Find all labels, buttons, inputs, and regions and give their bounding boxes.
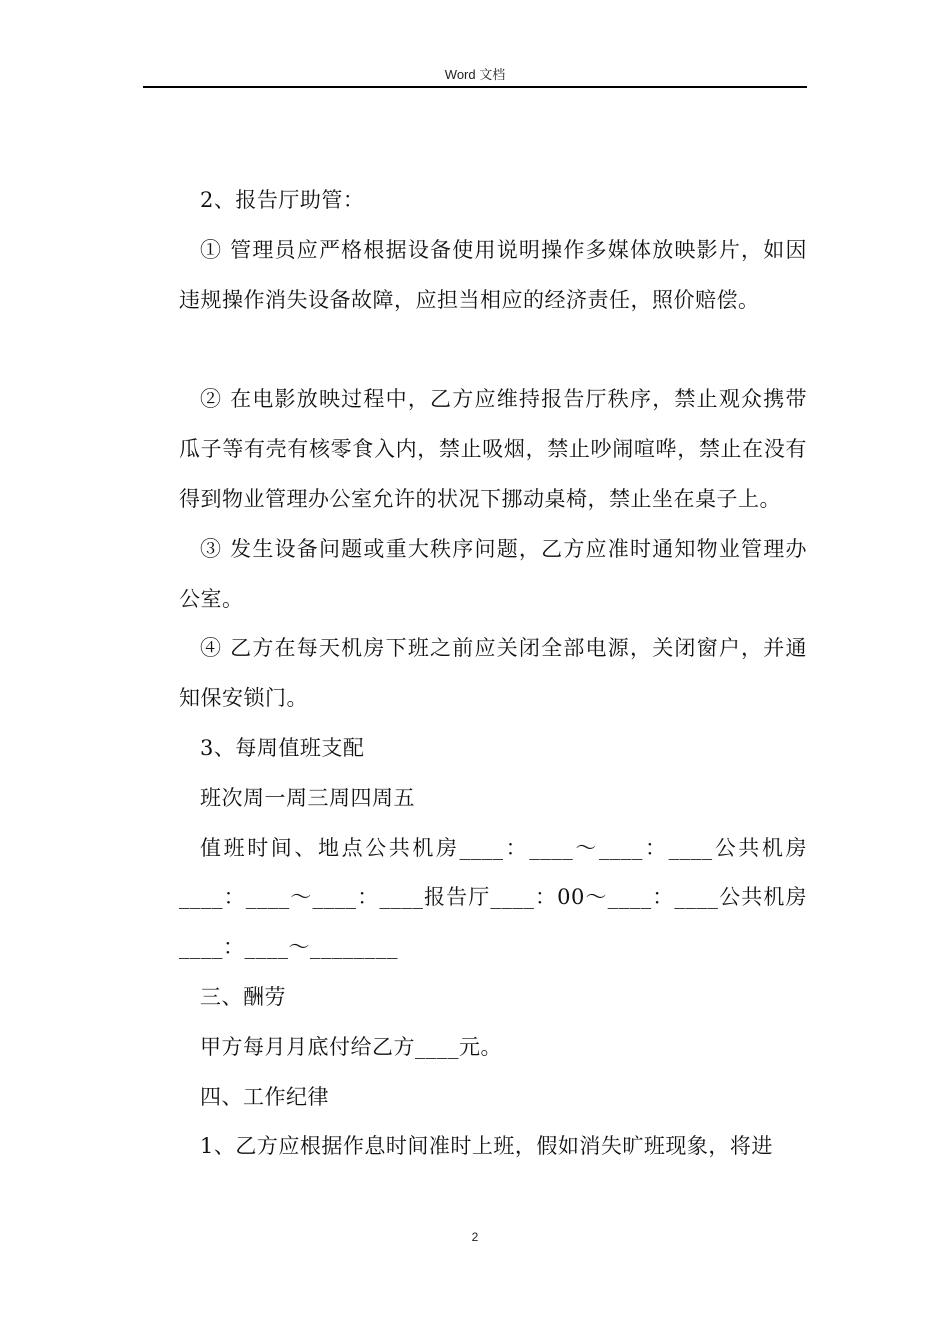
header-rule [143,86,807,88]
paragraph-payment: 甲方每月月底付给乙方____元。 [200,1034,502,1059]
paragraph-chapter-4-heading: 四、工作纪律 [200,1084,329,1109]
paragraph-item-4: ④ 乙方在每天机房下班之前应关闭全部电源，关闭窗户，并通知保安锁门。 [179,636,807,711]
paragraph-shift-times: 值班时间、地点公共机房____：____～____：____公共机房____：____～____：____报告厅____：00～____：____公共机房____：____～________ [179,835,807,960]
paragraph-item-1: ① 管理员应严格根据设备使用说明操作多媒体放映影片，如因违规操作消失设备故障，应担当相应的经济责任，照价赔偿。 [179,237,807,312]
document-body [179,176,807,1172]
paragraph-item-2: ② 在电影放映过程中，乙方应维持报告厅秩序，禁止观众携带瓜子等有壳有核零食入内，禁止吸烟，禁止吵闹喧哗，禁止在没有得到物业管理办公室允许的状况下挪动桌椅，禁止坐在桌子上。 [179,387,807,511]
paragraph-chapter-3-heading: 三、酬劳 [200,984,286,1009]
paragraph-discipline-1: 1、乙方应根据作息时间准时上班，假如消失旷班现象，将进 [200,1134,773,1159]
page-header: Word 文档 [444,67,506,82]
paragraph-item-3: ③ 发生设备问题或重大秩序问题，乙方应准时通知物业管理办公室。 [179,536,807,611]
page-number: 2 [471,1230,479,1244]
paragraph-section-3-heading: 3、每周值班支配 [200,735,365,760]
paragraph-section-2-heading: 2、报告厅助管： [200,188,365,212]
paragraph-shift-days: 班次周一周三周四周五 [200,785,415,810]
